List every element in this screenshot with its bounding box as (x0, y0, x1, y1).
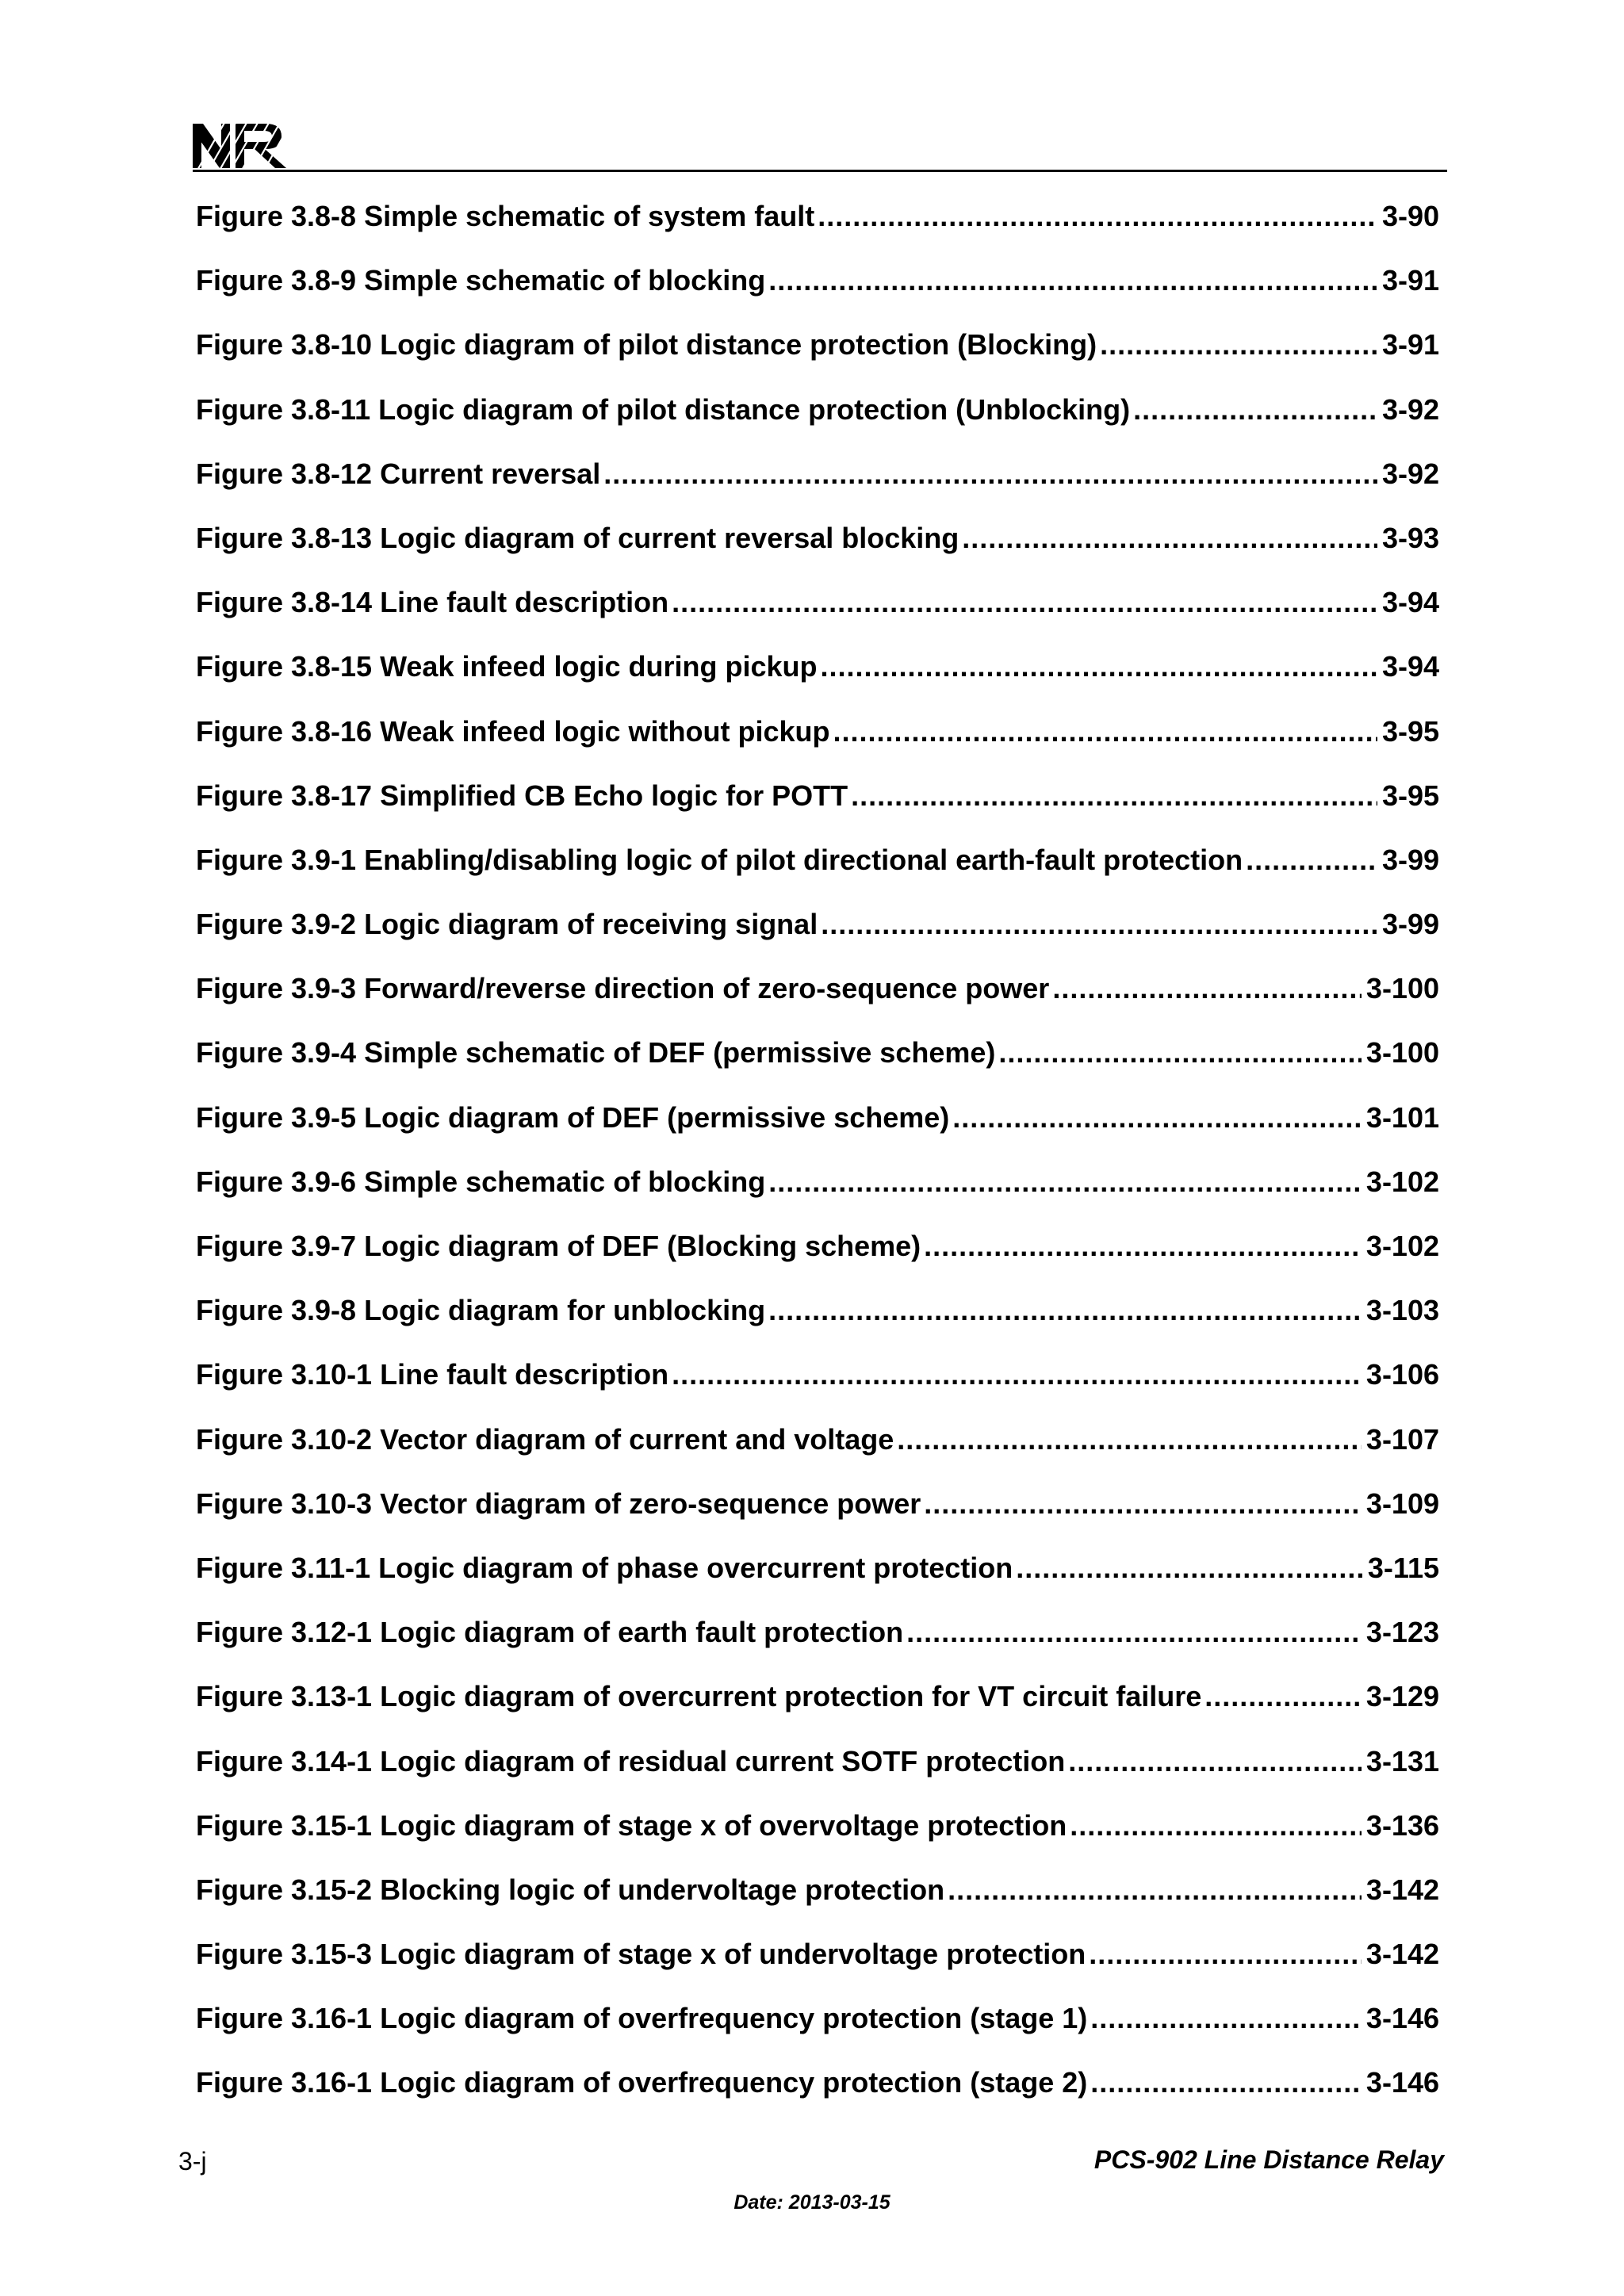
toc-dot-leader (924, 1230, 1362, 1263)
toc-entry[interactable] (196, 715, 1439, 779)
toc-entry-page: 3-115 (1367, 1551, 1439, 1584)
toc-entry-page: 3-123 (1365, 1616, 1439, 1649)
toc-entry-title: Figure 3.9-4 Simple schematic of DEF (permissive scheme) (196, 1036, 996, 1070)
toc-entry-page: 3-102 (1365, 1230, 1439, 1262)
toc-entry-page: 3-146 (1365, 2002, 1439, 2035)
toc-entry-title: Figure 3.13-1 Logic diagram of overcurrent protection for VT circuit failure (196, 1680, 1202, 1713)
toc-dot-leader (897, 1423, 1362, 1456)
toc-entry-title: Figure 3.9-6 Simple schematic of blocking (196, 1165, 766, 1198)
toc-entry-title: Figure 3.16-1 Logic diagram of overfrequency protection (stage 2) (196, 2066, 1088, 2099)
toc-entry-page: 3-101 (1365, 1100, 1439, 1134)
toc-entry-page: 3-136 (1365, 1808, 1439, 1842)
toc-dot-leader (768, 264, 1377, 297)
toc-dot-leader (962, 522, 1377, 555)
toc-entry-page: 3-91 (1381, 328, 1439, 362)
toc-dot-leader (833, 715, 1377, 748)
toc-entry[interactable] (196, 200, 1439, 264)
toc-entry[interactable] (196, 1873, 1439, 1938)
toc-entry-page: 3-129 (1365, 1680, 1439, 1713)
toc-dot-leader (672, 1358, 1362, 1391)
toc-entry-page: 3-93 (1381, 521, 1439, 554)
toc-entry[interactable] (196, 2066, 1439, 2130)
toc-dot-leader (948, 1873, 1362, 1907)
toc-entry-title: Figure 3.10-3 Vector diagram of zero-sequence power (196, 1487, 921, 1520)
toc-dot-leader (998, 1036, 1362, 1070)
toc-entry[interactable] (196, 650, 1439, 714)
toc-entry-page: 3-100 (1365, 1036, 1439, 1070)
toc-entry-page: 3-94 (1381, 586, 1439, 619)
toc-entry-page: 3-99 (1381, 908, 1439, 941)
toc-entry-title: Figure 3.9-2 Logic diagram of receiving signal (196, 908, 818, 941)
toc-entry-title: Figure 3.8-14 Line fault description (196, 586, 669, 619)
toc-entry-title: Figure 3.9-3 Forward/reverse direction of zero-sequence power (196, 972, 1050, 1005)
toc-entry-page: 3-142 (1365, 1938, 1439, 1971)
toc-entry[interactable] (196, 779, 1439, 844)
toc-dot-leader (1205, 1680, 1362, 1713)
toc-entry-page: 3-131 (1365, 1744, 1439, 1777)
toc-entry[interactable] (196, 457, 1439, 522)
toc-entry-page: 3-99 (1381, 843, 1439, 876)
toc-entry-title: Figure 3.8-12 Current reversal (196, 457, 601, 490)
toc-entry-page: 3-109 (1365, 1487, 1439, 1520)
toc-entry-page: 3-146 (1365, 2066, 1439, 2099)
toc-entry-page: 3-92 (1381, 392, 1439, 426)
toc-dot-leader (1100, 328, 1377, 362)
toc-entry-page: 3-90 (1381, 200, 1439, 232)
toc-dot-leader (603, 457, 1377, 491)
toc-dot-leader (924, 1487, 1362, 1521)
toc-entry[interactable] (196, 908, 1439, 972)
toc-entry-page: 3-95 (1381, 779, 1439, 812)
toc-entry-title: Figure 3.15-2 Blocking logic of undervoltage protection (196, 1873, 945, 1906)
toc-entry-title: Figure 3.9-1 Enabling/disabling logic of pilot directional earth-fault protection (196, 843, 1243, 876)
toc-entry-title: Figure 3.10-2 Vector diagram of current and voltage (196, 1422, 894, 1456)
toc-entry-title: Figure 3.14-1 Logic diagram of residual current SOTF protection (196, 1744, 1066, 1777)
toc-dot-leader (1016, 1552, 1363, 1585)
toc-dot-leader (768, 1165, 1362, 1199)
toc-entry[interactable] (196, 1101, 1439, 1165)
footer-product-name: PCS-902 Line Distance Relay (1094, 2145, 1444, 2174)
toc-dot-leader (1246, 844, 1377, 877)
toc-entry-page: 3-100 (1365, 972, 1439, 1005)
toc-entry[interactable] (196, 393, 1439, 457)
toc-entry-title: Figure 3.8-16 Weak infeed logic without pickup (196, 714, 830, 748)
toc-entry-title: Figure 3.16-1 Logic diagram of overfrequency protection (stage 1) (196, 2002, 1088, 2035)
toc-entry-page: 3-142 (1365, 1873, 1439, 1906)
toc-entry-title: Figure 3.12-1 Logic diagram of earth fault protection (196, 1616, 904, 1649)
toc-entry[interactable] (196, 1423, 1439, 1487)
company-logo (193, 117, 288, 170)
toc-dot-leader (1133, 393, 1377, 427)
toc-entry[interactable] (196, 1230, 1439, 1294)
toc-dot-leader (1090, 2002, 1362, 2035)
toc-entry-title: Figure 3.9-5 Logic diagram of DEF (permissive scheme) (196, 1100, 950, 1134)
toc-entry-title: Figure 3.9-8 Logic diagram for unblocking (196, 1294, 766, 1327)
toc-entry[interactable] (196, 1036, 1439, 1100)
toc-entry-title: Figure 3.11-1 Logic diagram of phase overcurrent protection (196, 1551, 1013, 1584)
toc-entry[interactable] (196, 586, 1439, 650)
toc-entry-title: Figure 3.8-11 Logic diagram of pilot distance protection (Unblocking) (196, 392, 1131, 426)
toc-entry-title: Figure 3.15-3 Logic diagram of stage x of undervoltage protection (196, 1938, 1086, 1971)
toc-entry[interactable] (196, 844, 1439, 908)
toc-dot-leader (851, 779, 1377, 813)
toc-entry-page: 3-94 (1381, 650, 1439, 683)
toc-entry[interactable] (196, 1809, 1439, 1873)
toc-entry-title: Figure 3.9-7 Logic diagram of DEF (Blocking scheme) (196, 1230, 921, 1262)
toc-dot-leader (818, 200, 1377, 233)
toc-entry-title: Figure 3.8-8 Simple schematic of system fault (196, 200, 815, 232)
toc-dot-leader (821, 908, 1377, 941)
toc-dot-leader (1089, 1938, 1362, 1971)
header-rule (193, 170, 1447, 172)
toc-entry-page: 3-103 (1365, 1294, 1439, 1327)
toc-dot-leader (672, 586, 1377, 619)
toc-entry-title: Figure 3.8-13 Logic diagram of current reversal blocking (196, 521, 959, 554)
toc-entry-title: Figure 3.15-1 Logic diagram of stage x of overvoltage protection (196, 1808, 1067, 1842)
toc-dot-leader (952, 1101, 1362, 1135)
toc-entry[interactable] (196, 1616, 1439, 1680)
toc-entry[interactable] (196, 1487, 1439, 1552)
toc-entry[interactable] (196, 264, 1439, 328)
toc-entry[interactable] (196, 1358, 1439, 1422)
toc-dot-leader (1070, 1809, 1362, 1843)
toc-entry[interactable] (196, 1745, 1439, 1809)
toc-entry[interactable] (196, 1552, 1439, 1616)
toc-entry-page: 3-107 (1365, 1422, 1439, 1456)
toc-dot-leader (1052, 972, 1362, 1005)
toc-entry[interactable] (196, 328, 1439, 392)
toc-entry[interactable] (196, 1680, 1439, 1744)
toc-entry-title: Figure 3.8-17 Simplified CB Echo logic for POTT (196, 779, 848, 812)
toc-dot-leader (821, 650, 1377, 683)
footer-date: Date: 2013-03-15 (733, 2191, 891, 2214)
footer-page-number: 3-j (178, 2147, 207, 2175)
toc-dot-leader (768, 1294, 1362, 1327)
toc-entry[interactable] (196, 522, 1439, 586)
toc-dot-leader (906, 1616, 1362, 1649)
toc-entry-title: Figure 3.8-9 Simple schematic of blocking (196, 264, 766, 297)
toc-entry[interactable] (196, 1938, 1439, 2002)
toc-entry-page: 3-102 (1365, 1165, 1439, 1198)
toc-entry-title: Figure 3.8-15 Weak infeed logic during pickup (196, 650, 818, 683)
toc-entry-page: 3-92 (1381, 457, 1439, 490)
toc-entry[interactable] (196, 1294, 1439, 1358)
toc-entry-title: Figure 3.8-10 Logic diagram of pilot distance protection (Blocking) (196, 328, 1097, 362)
toc-entry[interactable] (196, 972, 1439, 1036)
toc-entry-page: 3-106 (1365, 1358, 1439, 1391)
toc-entry-page: 3-95 (1381, 714, 1439, 748)
toc-dot-leader (1090, 2066, 1362, 2099)
list-of-figures (196, 200, 1439, 2131)
toc-entry-page: 3-91 (1381, 264, 1439, 297)
toc-entry[interactable] (196, 2002, 1439, 2066)
toc-entry[interactable] (196, 1165, 1439, 1230)
toc-dot-leader (1068, 1745, 1362, 1778)
toc-entry-title: Figure 3.10-1 Line fault description (196, 1358, 669, 1391)
